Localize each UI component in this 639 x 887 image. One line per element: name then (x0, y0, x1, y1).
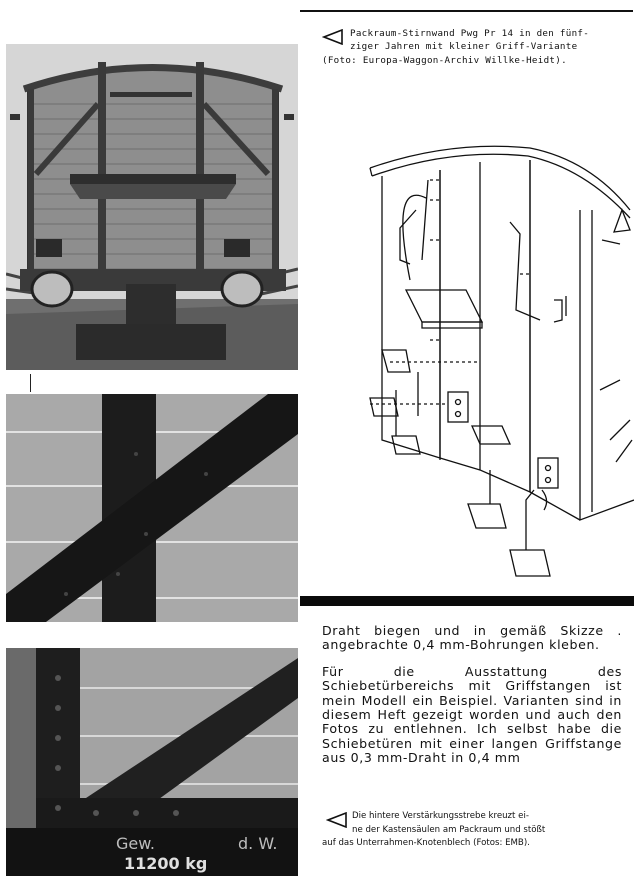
photo-wagon-end-wall (6, 44, 298, 370)
caption-top-line-2: ziger Jahren mit kleiner Griff-Variante (350, 41, 578, 52)
caption-bottom-line-2: ne der Kastensäulen am Packraum und stößt (352, 824, 546, 835)
top-rule (300, 10, 633, 12)
body-text (322, 624, 622, 778)
marking-weight-label: Gew. (116, 834, 155, 853)
left-triangle-outline-icon (326, 812, 348, 828)
technical-sketch-grab-handles (330, 140, 634, 582)
caption-top-line-1: Packraum-Stirnwand Pwg Pr 14 in den fünf- (350, 28, 590, 39)
photo-diagonal-brace-closeup (6, 394, 298, 622)
caption-top (322, 27, 634, 67)
photo-brace-underframe-plate (6, 648, 298, 876)
body-paragraph-1: Draht biegen und in gemäß Skizze . angebrachte 0,4 mm-Bohrungen kleben. (322, 623, 622, 653)
caption-top-line-3: (Foto: Europa-Waggon-Archiv Willke-Heidt). (322, 55, 567, 66)
photo-divider-mark (30, 374, 31, 392)
marking-dw-label: d. W. (238, 834, 278, 853)
left-triangle-outline-icon (322, 29, 344, 45)
caption-bottom-line-1: Die hintere Verstärkungsstrebe kreuzt ei- (352, 811, 529, 821)
section-divider (300, 596, 634, 606)
caption-bottom-line-3: auf das Unterrahmen-Knotenblech (Fotos: EMB). (322, 838, 530, 848)
caption-bottom (322, 810, 634, 851)
body-paragraph-2: Für die Ausstattung des Schiebetürbereichs mit Griffstangen ist mein Modell ein Beispiel. Varianten sind in diesem Heft gezeigt worden und auch den Fotos zu entlehnen. Ich selbst habe die Schiebetüren mit einer langen Griffstange aus 0,3 mm-Draht in 0,4 mm (322, 663, 622, 766)
marking-weight-value: 11200 kg (124, 854, 208, 873)
